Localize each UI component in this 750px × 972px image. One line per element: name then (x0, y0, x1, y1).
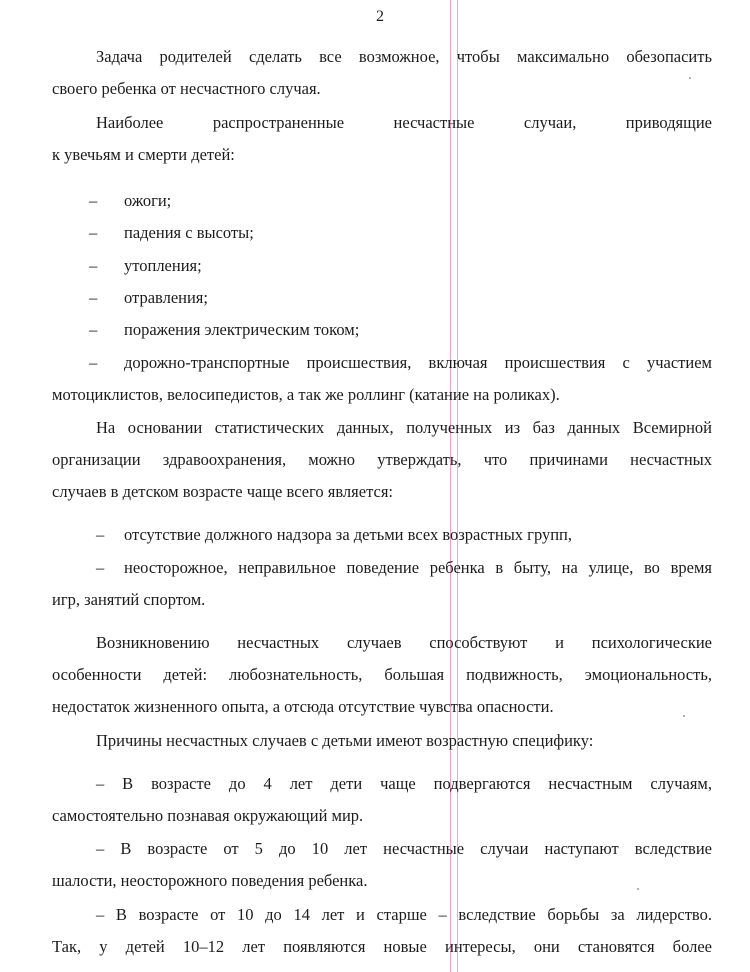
paragraph-2-line-2: к увечьям и смерти детей: (52, 145, 235, 164)
list-dash: – (89, 191, 98, 210)
age-group-1-line-2: самостоятельно познавая окружающий мир. (52, 806, 364, 825)
list-item-continuation: игр, занятий спортом. (52, 590, 206, 609)
list-dash: – (89, 320, 98, 339)
list-item: отравления; (124, 288, 208, 307)
list-dash: – (96, 525, 105, 544)
paragraph-3-line-2: организации здравоохранения, можно утверждать, что причинами несчастных (52, 450, 712, 469)
list-item-continuation: мотоциклистов, велосипедистов, а так же роллинг (катание на роликах). (52, 385, 560, 404)
paragraph-5: Причины несчастных случаев с детьми имеют возрастную специфику: (96, 731, 594, 750)
paragraph-1-line-2: своего ребенка от несчастного случая. (52, 79, 321, 98)
list-item: отсутствие должного надзора за детьми всех возрастных групп, (124, 525, 573, 544)
age-group-2-line-2: шалости, неосторожного поведения ребенка. (52, 871, 368, 890)
paragraph-4-line-3: недостаток жизненного опыта, а отсюда отсутствие чувства опасности. (52, 697, 554, 716)
list-dash: – (89, 223, 98, 242)
list-dash: – (89, 353, 98, 372)
list-item: падения с высоты; (124, 223, 254, 242)
list-dash: – (96, 558, 105, 577)
list-item: неосторожное, неправильное поведение ребенка в быту, на улице, во время (124, 558, 712, 577)
scan-speck (689, 77, 691, 79)
margin-line-cyan (457, 0, 458, 972)
paragraph-3-line-1: На основании статистических данных, полученных из баз данных Всемирной (96, 418, 712, 437)
paragraph-4-line-2: особенности детей: любознательность, большая подвижность, эмоциональность, (52, 665, 712, 684)
scan-speck (637, 888, 639, 890)
list-item: ожоги; (124, 191, 172, 210)
paragraph-1-line-1: Задача родителей сделать все возможное, чтобы максимально обезопасить (96, 47, 712, 66)
list-item: поражения электрическим током; (124, 320, 360, 339)
page-number: 2 (376, 8, 384, 25)
age-group-3-line-1: – В возрасте от 10 до 14 лет и старше – вследствие борьбы за лидерство. (96, 905, 712, 924)
age-group-1-line-1: – В возрасте до 4 лет дети чаще подвергаются несчастным случаям, (96, 774, 712, 793)
margin-line-pink (450, 0, 451, 972)
list-item: утопления; (124, 256, 202, 275)
scan-speck (683, 715, 685, 717)
age-group-3-line-2: Так, у детей 10–12 лет появляются новые интересы, они становятся более (52, 937, 712, 956)
list-dash: – (89, 288, 98, 307)
list-item: дорожно-транспортные происшествия, включая происшествия с участием (124, 353, 712, 372)
paragraph-2-line-1: Наиболее распространенные несчастные случаи, приводящие (96, 113, 712, 132)
age-group-2-line-1: – В возрасте от 5 до 10 лет несчастные случаи наступают вследствие (96, 839, 712, 858)
list-dash: – (89, 256, 98, 275)
paragraph-4-line-1: Возникновению несчастных случаев способствуют и психологические (96, 633, 712, 652)
paragraph-3-line-3: случаев в детском возрасте чаще всего является: (52, 482, 393, 501)
